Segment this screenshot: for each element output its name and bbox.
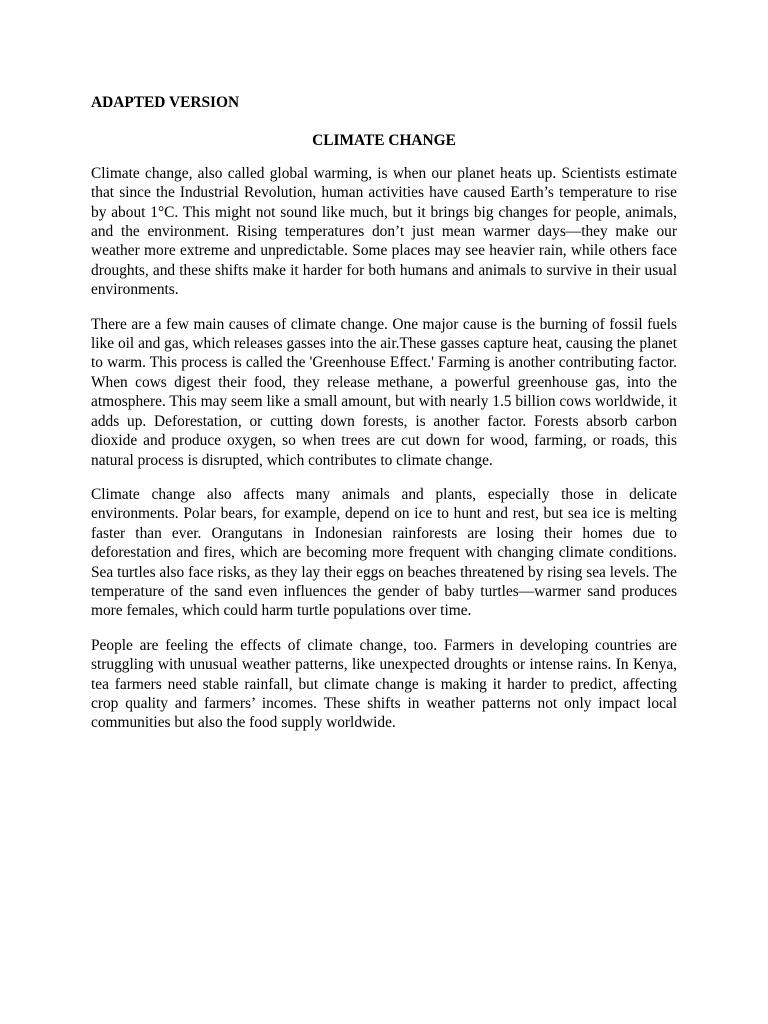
document-body [91,93,677,733]
paragraph-wildlife: Climate change also affects many animals and plants, especially those in delicate environments. Polar bears, for example, depend on ice to hunt and rest, but sea ice is melting faster than ever. Orangutans in Indonesian rainforests are losing their homes due to deforestation and fires, which are becoming more frequent with changing climate conditions. Sea turtles also face risks, as they lay their eggs on beaches threatened by rising sea levels. The temperature of the sand even influences the gender of baby turtles—warmer sand produces more females, which could harm turtle populations over time. [91,485,677,620]
paragraph-causes: There are a few main causes of climate change. One major cause is the burning of fossil fuels like oil and gas, which releases gasses into the air.These gasses capture heat, causing the planet to warm. This process is called the 'Greenhouse Effect.' Farming is another contributing factor. When cows digest their food, they release methane, a powerful greenhouse gas, into the atmosphere. This may seem like a small amount, but with nearly 1.5 billion cows worldwide, it adds up. Deforestation, or cutting down forests, is another factor. Forests absorb carbon dioxide and produce oxygen, so when trees are cut down for wood, farming, or roads, this natural process is disrupted, which contributes to climate change. [91,315,677,469]
paragraph-intro: Climate change, also called global warming, is when our planet heats up. Scientists estimate that since the Industrial Revolution, human activities have caused Earth’s temperature to rise by about 1°C. This might not sound like much, but it brings big changes for people, animals, and the environment. Rising temperatures don’t just mean warmer days—they make our weather more extreme and unpredictable. Some places may see heavier rain, while others face droughts, and these shifts make it harder for both humans and animals to survive in their usual environments. [91,164,677,299]
document-title: CLIMATE CHANGE [312,132,456,150]
version-label: ADAPTED VERSION [91,94,240,111]
paragraph-people: People are feeling the effects of climate change, too. Farmers in developing countries are struggling with unusual weather patterns, like unexpected droughts or intense rains. In Kenya, tea farmers need stable rainfall, but climate change is making it harder to predict, affecting crop quality and farmers’ incomes. These shifts in weather patterns not only impact local communities but also the food supply worldwide. [91,636,677,732]
